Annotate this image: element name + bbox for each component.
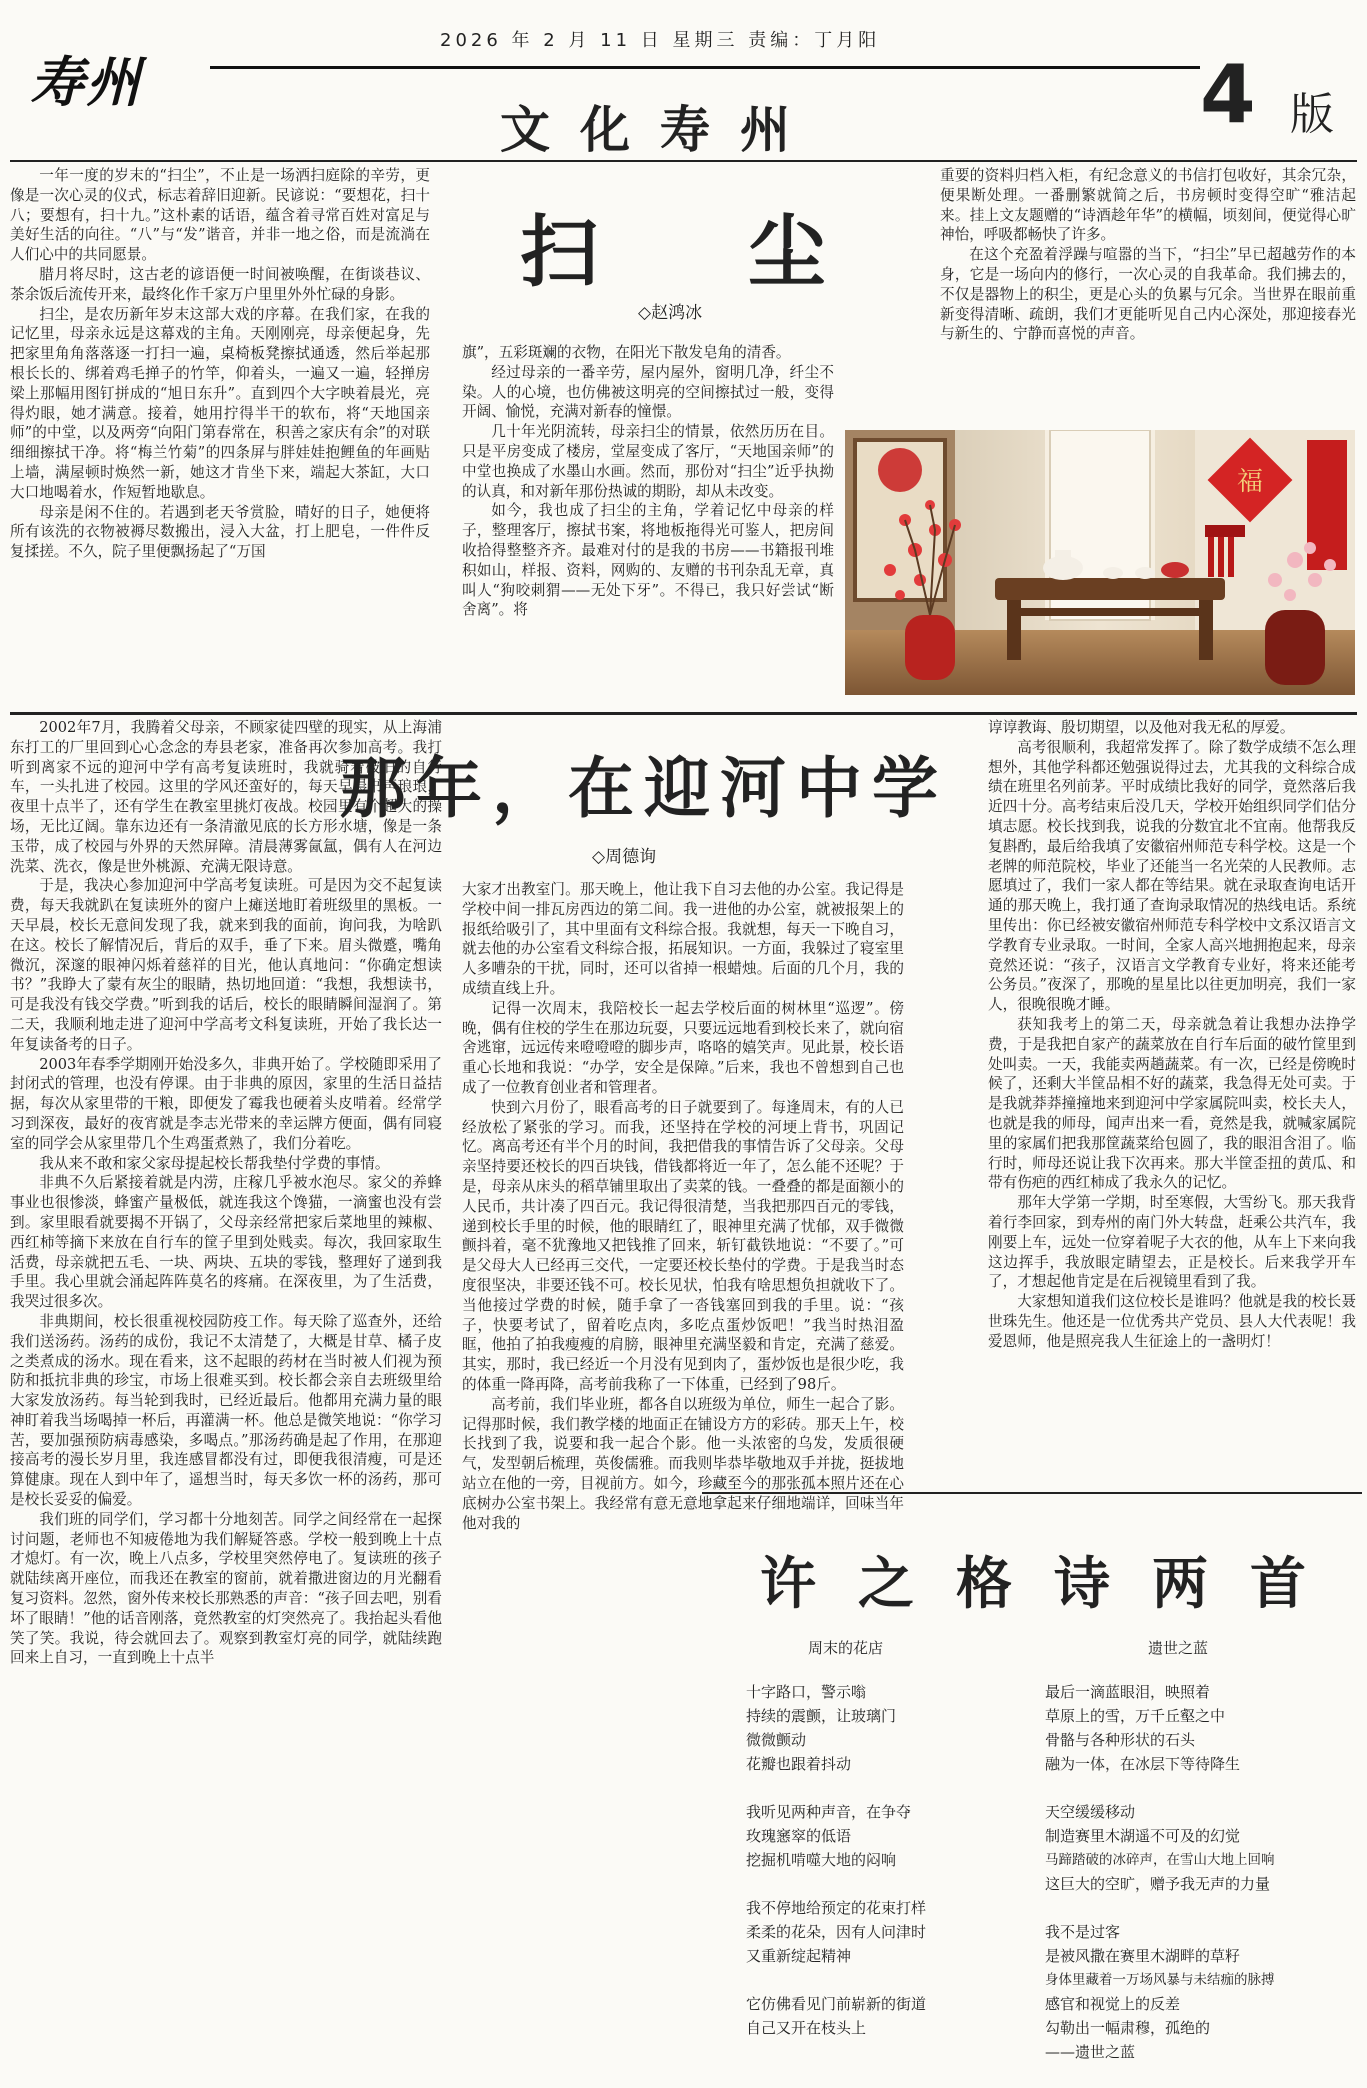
poem-flower-shop — [746, 1680, 1016, 2064]
poem-line: 制造赛里木湖遥不可及的幻觉 — [1045, 1827, 1241, 1845]
poem-line: 挖掘机啃噬大地的闷响 — [746, 1851, 897, 1869]
poem-line: 我不是过客 — [1045, 1923, 1121, 1941]
poem-line: 草原上的雪，万千丘壑之中 — [1045, 1707, 1226, 1725]
poem-line: ——遗世之蓝 — [1045, 2043, 1136, 2061]
stanza — [1045, 1920, 1357, 2064]
paragraph: 经过母亲的一番辛劳，屋内屋外，窗明几净，纤尘不染。人的心境，也仿佛被这明亮的空间擦拭过一般，变得开阔、愉悦，充满对新春的憧憬。 — [462, 363, 834, 421]
stanza — [746, 1992, 1016, 2040]
masthead-bottom-rule — [10, 160, 1357, 162]
paragraph: 那年大学第一学期，时至寒假，大雪纷飞。那天我背着行李回家，到寿州的南门外大转盘，赶乘公共汽车，我刚要上车，远处一位穿着呢子大衣的他，从车上下来向我这边挥手，我放眼定睛望去，正是校长。后来我学开车了，才想起他肯定是在后视镜里看到了我。 — [988, 1194, 1356, 1291]
poem-line: 身体里藏着一万场风暴与未结痂的脉搏 — [1045, 1972, 1275, 1988]
poem-line: 骨骼与各种形状的石头 — [1045, 1731, 1196, 1749]
paragraph: 如今，我也成了扫尘的主角，学着记忆中母亲的样子，整理客厅，擦拭书案，将地板拖得光可鉴人，把房间收拾得整整齐齐。最难对付的是我的书房——书籍报刊堆积如山，样报、资料，网购的、友赠的书刊杂乱无章，真叫人“狗咬刺猬——无处下牙”。不得已，我只好尝试“断舍离”。将 — [462, 502, 834, 619]
article-author-yinghe: ◇周德询 — [592, 847, 657, 867]
paragraph: 高考前，我们毕业班，都各自以班级为单位，师生一起合了影。记得那时候，我们教学楼的地面正在铺设方方的彩砖。那天上午，校长找到了我，说要和我一起合个影。他一头浓密的乌发，发质很硬气，发型朝后梳理，英俊儒雅。而我则毕恭毕敬地双手并拢，挺拔地站立在他的一旁，目视前方。如今，珍藏至今的那张孤本照片还在心底树办公室书架上。我经常有意无意地拿起来仔细地端详，回味当年他对我的 — [462, 1395, 904, 1532]
stanza — [746, 1800, 1016, 1872]
paragraph: 几十年光阴流转，母亲扫尘的情景，依然历历在目。只是平房变成了楼房，堂屋变成了客厅，“天地国亲师”的中堂也换成了水墨山水画。然而，那份对“扫尘”近乎执拗的认真，和对新年那份热诚的期盼，却从未改变。 — [462, 423, 834, 500]
stanza — [746, 1896, 1016, 1968]
article-title-poems: 许之格诗两首 — [760, 1551, 1348, 1617]
poem-line: 自己又开在枝头上 — [746, 2019, 867, 2037]
poem-line: 十字路口，警示嗡 — [746, 1683, 867, 1701]
poem-line: 融为一体，在冰层下等待降生 — [1045, 1755, 1241, 1773]
paragraph: 我们班的同学们，学习都十分地刻苦。同学之间经常在一起探讨问题，老师也不知疲倦地为我们解疑答惑。学校一般到晚上十点才熄灯。有一次，晚上八点多，学校里突然停电了。复读班的孩子就陆续离开座位，而我还在教室的窗前，就着撒进窗边的月光翻看复习资料。忽然，窗外传来校长那熟悉的声音：“孩子回去吧，别看坏了眼睛！”他的话音刚落，竟然教室的灯突然亮了。我抬起头看他笑了笑。我说，待会就回去了。观察到教室灯亮的同学，就陆续跑回来上自习，一直到晚上十点半 — [10, 1510, 442, 1667]
newspaper-logo: 寿州 — [30, 50, 142, 114]
poem-line: 是被风撒在赛里木湖畔的草籽 — [1045, 1947, 1241, 1965]
article1-column-2 — [462, 343, 834, 705]
poem-line: 我不停地给预定的花束打样 — [746, 1899, 927, 1917]
poem-line: 我听见两种声音，在争夺 — [746, 1803, 912, 1821]
stanza — [746, 1680, 1016, 1776]
paragraph: 腊月将尽时，这古老的谚语便一时间被唤醒，在街谈巷议、茶余饭后流传开来，最终化作千家万户里里外外忙碌的身影。 — [10, 265, 430, 303]
paragraph: 一年一度的岁末的“扫尘”，不止是一场洒扫庭除的辛劳，更像是一次心灵的仪式，标志着辞旧迎新。民谚说：“要想花，扫十八；要想有，扫十九。”这朴素的话语，蕴含着寻常百姓对富足与美好生活的向往。“八”与“发”谐音，并非一地之俗，而是流淌在人们心中的共同愿景。 — [10, 167, 430, 264]
paragraph: 2003年春季学期刚开始没多久，非典开始了。学校随即采用了封闭式的管理，也没有停课。由于非典的原因，家里的生活日益拮据，每次从家里带的干粮，即便发了霉我也硬着头皮啃着。经常学习到深夜，最好的夜宵就是李志光带来的幸运牌方便面，偶有同寝室的同学会从家里带几个生鸡蛋煮熟了，我们分着吃。 — [10, 1055, 442, 1152]
paragraph: 非典期间，校长很重视校园防疫工作。每天除了巡查外，还给我们送汤药。汤药的成份，我记不太清楚了，大概是甘草、橘子皮之类煮成的汤水。现在看来，这不起眼的药材在当时被人们视为预防和抵抗非典的珍宝，市场上很难买到。校长都会亲自去班级里给大家发放汤药。每当轮到我时，已经近最后。他都用充满力量的眼神盯着我当场喝掉一杯后，再灌满一杯。他总是微笑地说：“你学习苦，要加强预防病毒感染，多喝点。”那汤药确是起了作用，在那迎接高考的漫长岁月里，我连感冒都没有过，即便我很清瘦，可是还算健康。现在人到中年了，遥想当时，每天多饮一杯的汤药，那可是校长妥妥的偏爱。 — [10, 1312, 442, 1509]
paragraph: 非典不久后紧接着就是内涝，庄稼几乎被水泡尽。家父的养蜂事业也很惨淡，蜂蜜产量极低，就连我这个馋猫，一滴蜜也没有尝到。家里眼看就要揭不开锅了，父母亲经常把家后菜地里的辣椒、西红柿等摘下来放在自行车的筐子里到处贱卖。每次，我回家取生活费，母亲就把五毛、一块、两块、五块的零钱，整理好了递到我手里。我心里就会涌起阵阵莫名的疼痛。在深夜里，为了生活费，我哭过很多次。 — [10, 1174, 442, 1311]
page-number: 4 — [1200, 48, 1256, 141]
paragraph: 于是，我决心参加迎河中学高考复读班。可是因为交不起复读费，每天我就趴在复读班外的窗户上瘫送地盯着班级里的黑板。一天早晨，校长无意间发现了我，就来到我的面前，询问我，为啥趴在这。校长了解情况后，背后的双手，垂了下来。眉头微蹙，嘴角微沉，深邃的眼神闪烁着慈祥的目光，他认真地问：“你确定想读书？”我睁大了蒙有灰尘的眼睛，热切地回道：“我想，我想读书，可是我没有钱交学费。”听到我的话后，校长的眼睛瞬间湿润了。第二天，我顺利地走进了迎河中学高考文科复读班，开始了我长达一年复读备考的日子。 — [10, 877, 442, 1053]
paragraph: 大家才出教室门。那天晚上，他让我下自习去他的办公室。我记得是学校中间一排瓦房西边的第二间。我一进他的办公室，就被报架上的报纸给吸引了，其中里面有文科综合报。我就想，每天一下晚自习，就去他的办公室看文科综合报，拓展知识。一方面，我躲过了寝室里人多嘈杂的干扰，同时，还可以省掉一根蜡烛。后面的几个月，我的成绩直线上升。 — [462, 881, 904, 997]
section-title: 文化寿州 — [500, 100, 820, 159]
poem-line: 它仿佛看见门前崭新的街道 — [746, 1995, 927, 2013]
article2-column-1 — [10, 718, 442, 2066]
svg-text:福: 福 — [1236, 467, 1264, 497]
paragraph: 旗”，五彩斑斓的衣物，在阳光下散发皂角的清香。 — [462, 344, 791, 361]
paragraph: 2002年7月，我腾着父母亲，不顾家徒四壁的现实，从上海浦东打工的厂里回到心心念念的寿县老家，准备再次参加高考。我打听到离家不远的迎河中学有高考复读班时，我就骑着破旧的自行车，一头扎进了校园。这里的学风还蛮好的，每天早晨书声琅琅，夜里十点半了，还有学生在教室里挑灯夜战。校园里有个超大的操场，无比辽阔。靠东边还有一条清澈见底的长方形水塘，像是一条玉带，成了校园与外界的天然屏障。清晨薄雾氤氲，偶有人在河边洗菜、洗衣，像是世外桃源、充满无限诗意。 — [10, 719, 442, 875]
poem-line: 天空缓缓移动 — [1045, 1803, 1136, 1821]
poem-line: 这巨大的空旷，赠予我无声的力量 — [1045, 1875, 1271, 1893]
paragraph: 母亲是闲不住的。若遇到老天爷赏脸，晴好的日子，她便将所有该洗的衣物被褥尽数搬出，浸入大盆，打上肥皂，一件件反复揉搓。不久，院子里便飘扬起了“万国 — [10, 503, 430, 561]
masthead-rule — [210, 66, 1200, 69]
poem-line: 持续的震颤，让玻璃门 — [746, 1707, 897, 1725]
article1-column-1 — [10, 166, 430, 704]
poem-blue — [1045, 1680, 1357, 2088]
poem-line: 柔柔的花朵，因有人问津时 — [746, 1923, 927, 1941]
paragraph: 高考很顺利，我超常发挥了。除了数学成绩不怎么理想外，其他学科都还勉强说得过去，尤其我的文科综合成绩在班里名列前茅。平时成绩比我好的同学，竟然落后我近四十分。高考结束后没几天，学校开始组织同学们估分填志愿。校长找到我，说我的分数宜北不宜南。他帮我反复斟酌，最后给我填了安徽宿州师范专科学校。这是一个老牌的师范院校，毕业了还能当一名光荣的人民教师。志愿填过了，我们一家人都在等结果。就在录取查询电话开通的那天晚上，我打通了查询录取情况的热线电话。系统里传出：你已经被安徽宿州师范专科学校中文系汉语言文学教育专业录取。一时间，全家人高兴地拥抱起来，母亲竟然还说：“孩子，汉语言文学教育专业好，将来还能考公务员。”夜深了，那晚的星星比以往更加明亮，我们一家人，很晚很晚才睡。 — [988, 738, 1356, 1014]
article1-column-3 — [940, 166, 1356, 422]
poem-line: 又重新绽起精神 — [746, 1947, 852, 1965]
stanza — [1045, 1800, 1357, 1896]
paragraph: 重要的资料归档入柜，有纪念意义的书信打包收好，其余冗杂，便果断处理。一番删繁就简之后，书房顿时变得空旷“雅洁起来。挂上文友题赠的“诗酒趁年华”的横幅，顷刻间，便觉得心旷神怡，呼吸都畅快了许多。 — [940, 167, 1356, 244]
poem-line: 玫瑰窸窣的低语 — [746, 1827, 852, 1845]
poem-line: 最后一滴蓝眼泪，映照着 — [1045, 1683, 1211, 1701]
article2-column-3 — [988, 718, 1356, 1486]
spring-festival-tea-table-photo — [845, 430, 1355, 695]
paragraph: 我从来不敢和家父家母提起校长帮我垫付学费的事情。 — [39, 1154, 390, 1172]
poem-line: 微微颤动 — [746, 1731, 807, 1749]
stanza — [1045, 1680, 1357, 1776]
paragraph: 大家想知道我们这位校长是谁吗？他就是我的校长聂世珠先生。他还是一位优秀共产党员、县人大代表呢！我爱恩师，他是照亮我人生征途上的一盏明灯！ — [988, 1293, 1356, 1350]
paragraph: 在这个充盈着浮躁与喧嚣的当下，“扫尘”早已超越劳作的本身，它是一场向内的修行，一次心灵的自我革命。我们拂去的，不仅是器物上的积尘，更是心头的负累与冗余。当世界在眼前重新变得清晰、疏朗，我们才更能听见自己内心深处，那迎接春光与新生的、宁静而喜悦的声音。 — [940, 246, 1356, 343]
article-separator — [10, 712, 1357, 715]
poem-title-blue: 遗世之蓝 — [1148, 1639, 1209, 1657]
paragraph: 获知我考上的第二天，母亲就急着让我想办法挣学费，于是我把自家产的蔬菜放在自行车后面的破竹筐里到处叫卖。一天，我能卖两趟蔬菜。有一次，已经是傍晚时候了，还剩大半筐品相不好的蔬菜，我急得无处可卖。于是我就莽莽撞撞地来到迎河中学家属院叫卖，校长夫人，也就是我的师母，闻声出来一看，竟然是我，就喊家属院里的家属们把我那筐蔬菜给包圆了，我的眼泪含泪了。临行时，师母还说让我下次再来。那大半筐歪扭的黄瓜、和带有伤疤的西红柿成了我永久的记忆。 — [988, 1015, 1356, 1192]
dateline: 2026 年 2 月 11 日 星期三 责编：丁月阳 — [440, 30, 881, 51]
article-title-yinghe: 那年，在迎河中学 — [340, 749, 948, 827]
paragraph: 记得一次周末，我陪校长一起去学校后面的树林里“巡逻”。傍晚，偶有住校的学生在那边玩耍，只要远远地看到校长来了，就向宿舍逃窜，远远传来噔噔噔的脚步声，咯咯的嬉笑声。见此景，校长语重心长地和我说：“办学，安全是保障。”后来，我也不曾想到自己也成了一位教育创业者和管理者。 — [462, 999, 904, 1096]
poem-line: 花瓣也跟着抖动 — [746, 1755, 852, 1773]
poem-line: 马蹄踏破的冰碎声，在雪山大地上回响 — [1045, 1852, 1275, 1868]
poem-line: 勾勒出一幅肃穆，孤绝的 — [1045, 2019, 1211, 2037]
page-suffix: 版 — [1290, 89, 1334, 140]
poem-line: 感官和视觉上的反差 — [1045, 1995, 1181, 2013]
paragraph: 谆谆教诲、殷切期望，以及他对我无私的厚爱。 — [988, 719, 1295, 736]
article-title-saochen: 扫尘 — [520, 207, 977, 298]
article-author-saochen: ◇赵鸿冰 — [638, 303, 703, 323]
poem-title-flower-shop: 周末的花店 — [808, 1639, 884, 1657]
paragraph: 快到六月份了，眼看高考的日子就要到了。每逢周末，有的人已经放松了紧张的学习。而我，还坚持在学校的河埂上背书，巩固记忆。离高考还有半个月的时间，我把借我的事情告诉了父母亲。父母亲坚持要还校长的四百块钱，借钱都将近一年了，怎么能不还呢？于是，母亲从床头的稻草铺里取出了卖菜的钱。一叠叠的都是面额小的人民币，共计凑了四百元。我记得很清楚，当我把那四百元的零钱，递到校长手里的时候，他的眼睛红了，眼神里充满了忧郁，双手微微颤抖着，毫不犹豫地又把钱推了回来，斩钉截铁地说：“不要了。”可是父母大人已经再三交代，一定要还校长垫付的学费。于是我当时态度很坚决，非要还钱不可。校长见状，怕我有啥思想负担就收下了。当他接过学费的时候，随手拿了一沓钱塞回到我的手里。说：“孩子，快要考试了，留着吃点肉，多吃点蛋炒饭吧！”我当时热泪盈眶，他拍了拍我瘦瘦的肩膀，眼神里充满坚毅和肯定，充满了慈爱。其实，那时，我已经近一个月没有见到肉了，蛋炒饭也是很少吃，我的体重一降再降，高考前我称了一下体重，已经到了98斤。 — [462, 1098, 904, 1393]
paragraph: 扫尘，是农历新年岁末这部大戏的序幕。在我们家，在我的记忆里，母亲永远是这幕戏的主角。天刚刚亮，母亲便起身，先把家里角角落落逐一打扫一遍，桌椅板凳擦拭通透，然后举起那根长长的、绑着鸡毛掸子的竹竿，仰着头，一遍又一遍，轻掸房梁上那幅用图钉拼成的“旭日东升”。直到四个大字映着晨光，亮得灼眼，她才满意。接着，她用拧得半干的软布，将“天地国亲师”的中堂，以及两旁“向阳门第春常在，积善之家庆有余”的对联细细擦拭干净。将“梅兰竹菊”的四条屏与胖娃娃抱鲤鱼的年画贴上墙，满屋顿时焕然一新，她这才肯坐下来，端起大茶缸，大口大口地喝着水，作短暂地歇息。 — [10, 305, 430, 501]
